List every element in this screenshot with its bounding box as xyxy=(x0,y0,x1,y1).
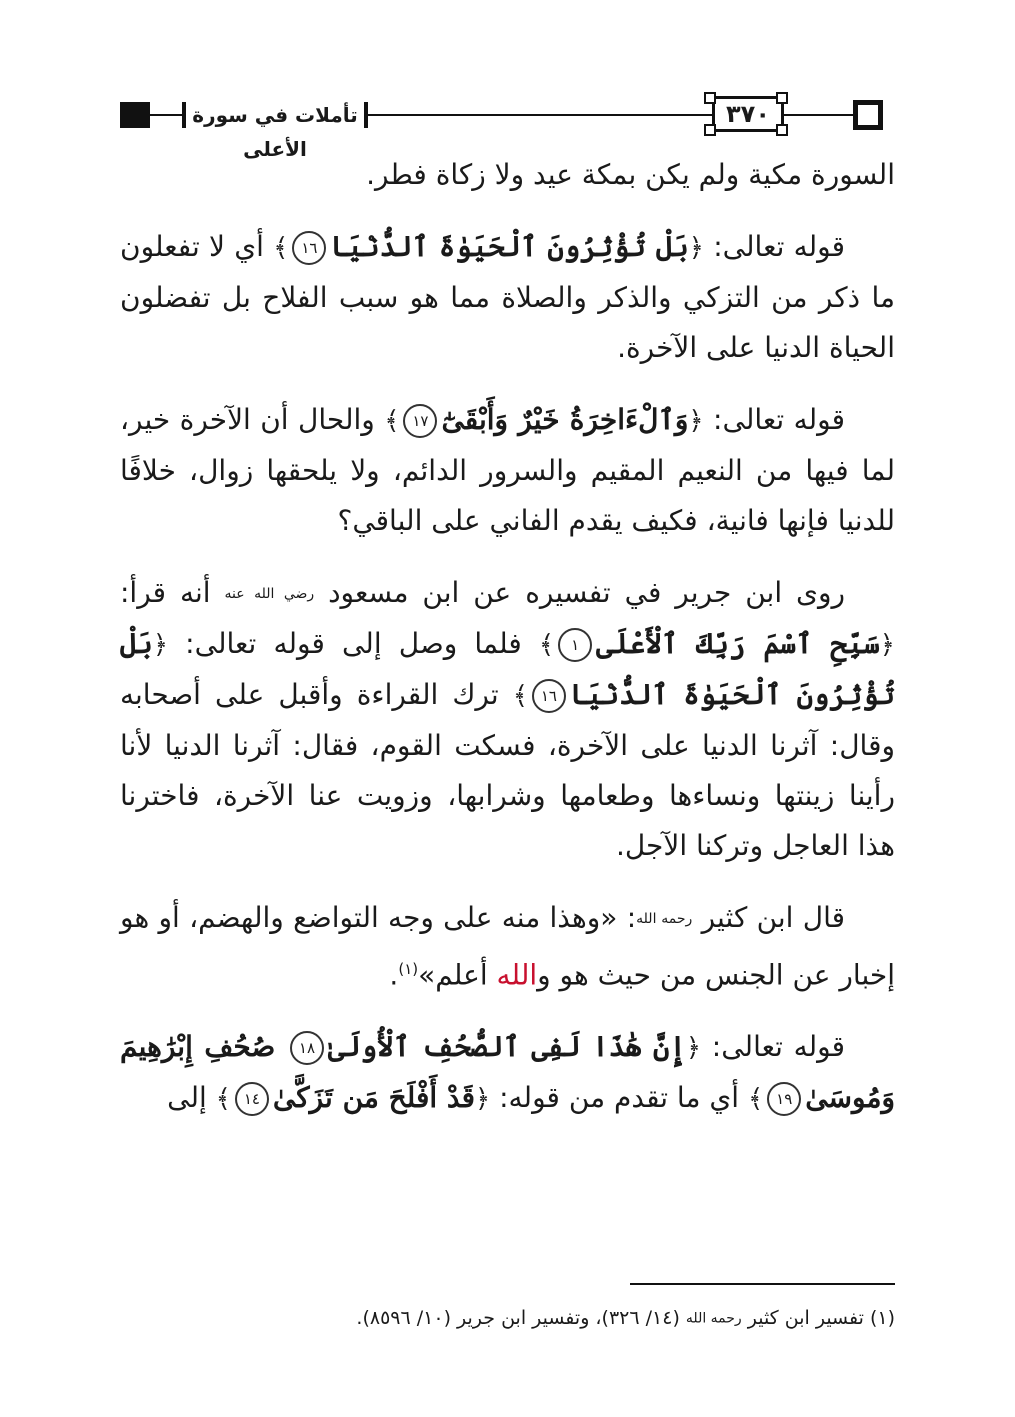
quran-bracket-open: ﴿ xyxy=(688,233,704,263)
paragraph-text: قوله تعالى: xyxy=(701,1030,845,1064)
quran-bracket-open: ﴿ xyxy=(879,630,896,660)
paragraph-text: . xyxy=(389,958,399,992)
ayah-number-marker: ١٤ xyxy=(235,1082,269,1116)
quran-bracket-close: ﴾ xyxy=(538,630,555,660)
header-title-bracket-left xyxy=(182,102,186,128)
footnote xyxy=(120,1300,895,1337)
page-body xyxy=(120,150,895,1146)
quran-verse: قَدْ أَفْلَحَ مَن تَزَكَّىٰ xyxy=(272,1081,475,1115)
ayah-number-marker: ١٩ xyxy=(767,1082,801,1116)
header-ornament-block xyxy=(120,102,150,128)
quran-verse: بَلْ تُؤْثِرُونَ ٱلْحَيَوٰةَ ٱلدُّنْيَا xyxy=(330,230,689,263)
paragraph-2 xyxy=(120,222,895,373)
paragraph-text: أي لا تفعلون ما ذكر من التزكي والذكر والصلاة مما هو سبب الفلاح بل تفضلون الحياة الدنيا على الآخرة. xyxy=(120,230,895,364)
page-number: ٣٧٠ xyxy=(712,96,784,132)
paragraph-text: إلى xyxy=(167,1081,216,1115)
quran-bracket-open: ﴿ xyxy=(685,1033,702,1064)
page-box-corner-ornament xyxy=(704,124,716,136)
header-rule xyxy=(150,114,182,116)
page-box-corner-ornament xyxy=(776,92,788,104)
footnote-text: (١٤/ ٣٢٦)، وتفسير ابن جرير (١٠/ ٨٥٩٦). xyxy=(356,1307,686,1329)
paragraph-4 xyxy=(120,568,895,871)
paragraph-text: فلما وصل إلى قوله تعالى: xyxy=(168,627,539,660)
quran-bracket-close: ﴾ xyxy=(512,681,528,711)
ayah-number-marker: ١٨ xyxy=(290,1031,324,1065)
header-book-title: تأملات في سورة الأعلى xyxy=(192,103,358,161)
quran-verse: صُحُفِ إِبْرَٰهِيمَ وَمُوسَىٰ xyxy=(120,1030,895,1115)
paragraph-5 xyxy=(120,893,895,1000)
footnote-number: (١) xyxy=(869,1307,895,1329)
paragraph-text: قوله تعالى: xyxy=(703,403,845,436)
paragraph-1 xyxy=(120,150,895,200)
paragraph-text: أعلم» xyxy=(418,958,497,992)
quran-bracket-open: ﴿ xyxy=(474,1084,491,1115)
quran-bracket-close: ﴾ xyxy=(273,233,289,263)
quran-bracket-open: ﴿ xyxy=(688,406,704,436)
honorific-glyph: رحمه الله xyxy=(636,911,693,927)
ayah-number-marker: ١٦ xyxy=(292,231,326,265)
paragraph-6 xyxy=(120,1022,895,1124)
paragraph-text: ترك القراءة وأقبل على أصحابه وقال: آثرنا الدنيا على الآخرة، فسكت القوم، فقال: آثرنا الدنيا لأنا رأينا زينتها ونساءها وطعامها وشرابها، وزويت عنا الآخرة، فاخترنا هذا العاجل وتركنا الآجل. xyxy=(120,678,895,862)
ayah-number-marker: ١٧ xyxy=(403,404,437,438)
header-rule xyxy=(784,114,853,116)
paragraph-text: روى ابن جرير في تفسيره عن ابن مسعود xyxy=(314,576,845,609)
page-box-corner-ornament xyxy=(776,124,788,136)
paragraph-text: أي ما تقدم من قوله: xyxy=(490,1081,748,1115)
paragraph-text: قوله تعالى: xyxy=(704,230,845,263)
ayah-number-marker: ١٦ xyxy=(532,679,566,713)
running-header xyxy=(120,92,895,161)
footnote-separator xyxy=(630,1283,895,1285)
quran-verse: بَلْ تُؤْثِرُونَ ٱلْحَيَوٰةَ ٱلدُّنْيَا xyxy=(120,627,896,711)
paragraph-text: قال ابن كثير xyxy=(692,901,845,934)
paragraph-text: والحال أن الآخرة خير، لما فيها من النعيم المقيم والسرور الدائم، ولا يلحقها زوال، خلافًا للدنيا فإنها فانية، فكيف يقدم الفاني على الباقي؟ xyxy=(120,403,895,537)
ayah-number-marker: ١ xyxy=(558,628,592,662)
paragraph-text: أنه قرأ: xyxy=(120,576,225,609)
page-box-corner-ornament xyxy=(704,92,716,104)
quran-bracket-close: ﴾ xyxy=(384,406,400,436)
header-rule xyxy=(368,114,712,116)
honorific-glyph: رحمه الله xyxy=(685,1310,742,1327)
quran-bracket-close: ﴾ xyxy=(215,1084,231,1115)
footnote-reference[interactable]: (١) xyxy=(398,960,419,978)
footnote-text: تفسير ابن كثير xyxy=(741,1307,870,1329)
honorific-glyph: رضي الله عنه xyxy=(224,586,315,602)
quran-bracket-open: ﴿ xyxy=(152,630,169,660)
paragraph-3 xyxy=(120,395,895,546)
quran-verse: سَبِّحِ ٱسْمَ رَبِّكَ ٱلْأَعْلَى xyxy=(596,627,880,660)
quran-bracket-close: ﴾ xyxy=(747,1084,764,1115)
quran-verse: وَٱلْءَاخِرَةُ خَيْرٌ وَأَبْقَىٰٓ xyxy=(441,403,689,436)
quran-verse: إِنَّ هَٰذَا لَفِى ٱلصُّحُفِ ٱلْأُولَىٰ xyxy=(327,1030,686,1064)
divine-name: الله xyxy=(496,958,538,992)
paragraph-text: السورة مكية ولم يكن بمكة عيد ولا زكاة فطر. xyxy=(366,158,895,191)
header-ornament-square xyxy=(853,100,883,130)
paragraph-text: : «وهذا منه على وجه التواضع والهضم، أو هو إخبار عن الجنس من حيث هو و xyxy=(120,901,895,992)
